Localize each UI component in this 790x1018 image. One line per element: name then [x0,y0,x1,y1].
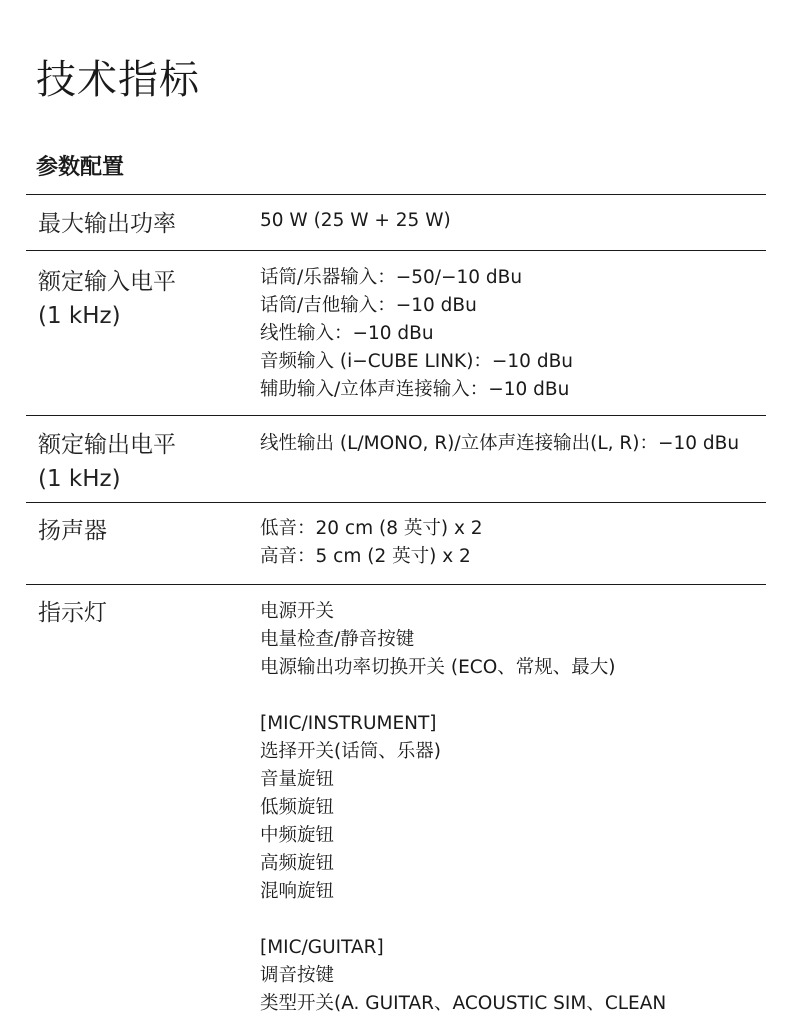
spec-label: 额定输入电平 (1 kHz) [38,269,176,329]
spec-label: 扬声器 [38,518,107,544]
spec-value-line: 话筒/吉他输入：−10 dBu [260,295,477,316]
spec-value-line: 线性输出 (L/MONO, R)/立体声连接输出(L, R)：−10 dBu [260,433,740,454]
spec-value [260,503,766,584]
spec-value-line: 电源输出功率切换开关 (ECO、常规、最大) [260,657,616,678]
spec-value-line: 音频输入 (i−CUBE LINK)：−10 dBu [260,351,573,372]
spec-label: 额定输出电平 (1 kHz) [38,432,176,492]
section-title: 参数配置 [36,155,125,180]
spec-value-line: [MIC/GUITAR] [260,937,384,958]
spec-row-speaker [26,502,766,584]
spec-value-line: 低音：20 cm (8 英寸) x 2 [260,518,483,539]
spec-value-blank-line [260,906,766,934]
spec-value [260,251,766,415]
spec-value-line: 调音按键 [260,965,335,986]
spec-value-line: 中频旋钮 [260,825,335,846]
spec-value-line: 低频旋钮 [260,797,335,818]
spec-row-rated-input-level [26,250,766,415]
spec-value-line: 辅助输入/立体声连接输入：−10 dBu [260,379,570,400]
spec-value-blank-line [260,682,766,710]
spec-row-max-output-power [26,194,766,250]
spec-row-rated-output-level [26,415,766,502]
spec-table [26,194,766,1014]
spec-value [260,585,766,1014]
spec-value-line: 电量检查/静音按键 [260,629,415,650]
spec-label: 指示灯 [38,600,107,626]
spec-value-line: 类型开关(A. GUITAR、ACOUSTIC SIM、CLEAN [260,993,667,1014]
spec-value [260,416,766,502]
spec-value-line: [MIC/INSTRUMENT] [260,713,437,734]
spec-row-indicators [26,584,766,1014]
spec-label: 最大输出功率 [38,211,176,237]
spec-value-line: 混响旋钮 [260,881,335,902]
spec-value-line: 高频旋钮 [260,853,335,874]
spec-value-line: 音量旋钮 [260,769,335,790]
page-title: 技术指标 [36,57,200,103]
spec-value-line: 选择开关(话筒、乐器) [260,741,441,762]
spec-value-line: 话筒/乐器输入：−50/−10 dBu [260,267,523,288]
spec-value-line: 高音：5 cm (2 英寸) x 2 [260,546,471,567]
spec-value-line: 电源开关 [260,601,335,622]
spec-value [260,195,766,250]
spec-value-line: 线性输入：−10 dBu [260,323,434,344]
spec-value-line: 50 W (25 W + 25 W) [260,210,451,231]
